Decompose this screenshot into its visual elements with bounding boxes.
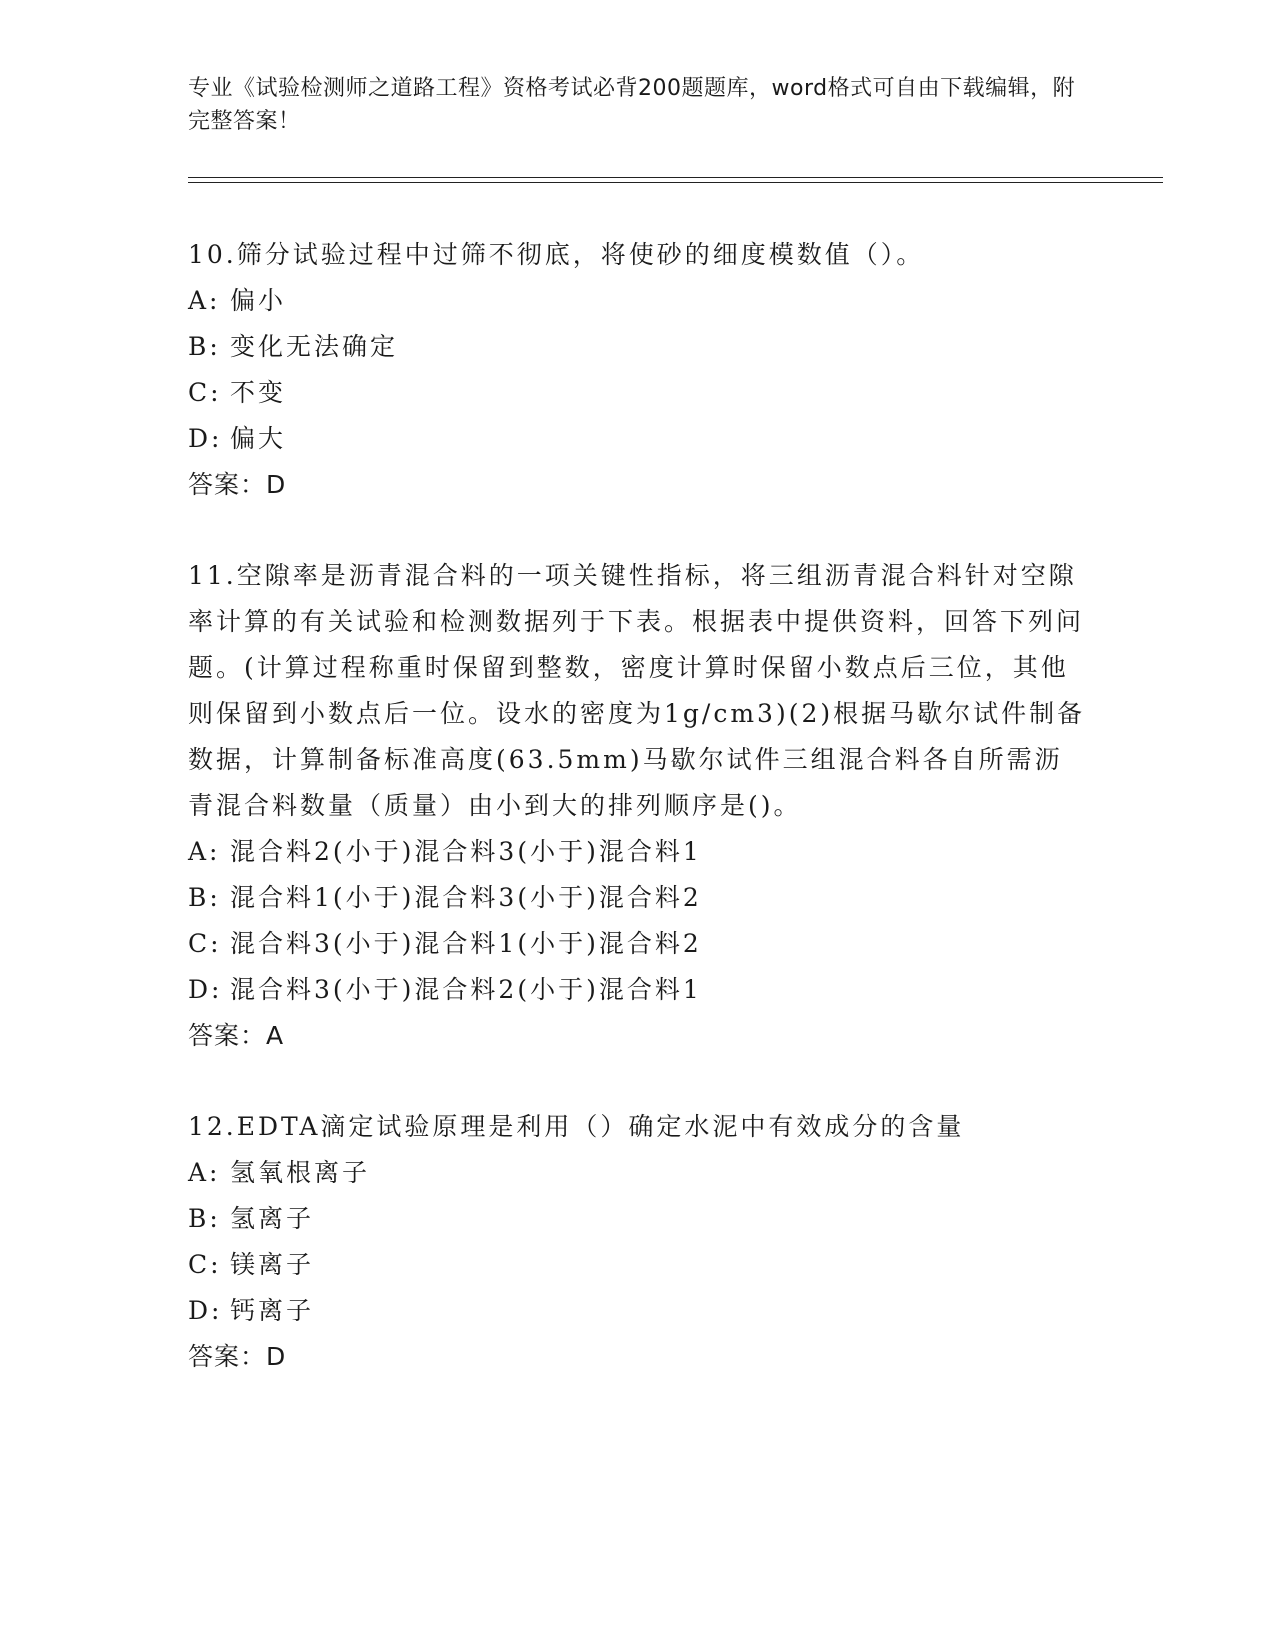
answer: 答案：D	[188, 470, 287, 499]
option-text: 氢离子	[230, 1204, 315, 1233]
option-c	[188, 921, 1088, 967]
option-key: A:	[188, 286, 221, 315]
option-text: 混合料1(小于)混合料3(小于)混合料2	[230, 883, 702, 912]
answer: 答案：D	[188, 1342, 287, 1371]
option-key: D:	[188, 424, 223, 453]
header-divider-bottom	[188, 182, 1163, 183]
option-text: 混合料3(小于)混合料2(小于)混合料1	[230, 975, 702, 1004]
option-key: A:	[188, 837, 221, 866]
question-stem: 12.EDTA滴定试验原理是利用（）确定水泥中有效成分的含量	[188, 1112, 965, 1141]
option-key: B:	[188, 1204, 221, 1233]
answer: 答案：A	[188, 1021, 285, 1050]
option-key: C:	[188, 929, 222, 958]
question-11	[188, 553, 1088, 1059]
document-header	[188, 72, 1088, 138]
option-text: 偏大	[230, 424, 287, 453]
option-key: B:	[188, 332, 221, 361]
question-12	[188, 1104, 1088, 1380]
option-d	[188, 416, 1088, 462]
option-key: C:	[188, 378, 222, 407]
option-key: C:	[188, 1250, 222, 1279]
option-text: 混合料3(小于)混合料1(小于)混合料2	[230, 929, 702, 958]
option-a	[188, 278, 1088, 324]
option-b	[188, 1196, 1088, 1242]
option-text: 钙离子	[230, 1296, 315, 1325]
question-list	[188, 232, 1088, 1425]
option-key: A:	[188, 1158, 221, 1187]
option-text: 偏小	[230, 286, 287, 315]
option-d	[188, 967, 1088, 1013]
option-key: D:	[188, 975, 223, 1004]
option-text: 不变	[230, 378, 287, 407]
question-stem: 10.筛分试验过程中过筛不彻底，将使砂的细度模数值（）。	[188, 240, 925, 269]
option-b	[188, 324, 1088, 370]
option-text: 混合料2(小于)混合料3(小于)混合料1	[230, 837, 702, 866]
option-a	[188, 829, 1088, 875]
question-10	[188, 232, 1088, 508]
option-a	[188, 1150, 1088, 1196]
document-title: 专业《试验检测师之道路工程》资格考试必背200题题库，word格式可自由下载编辑，附完整答案！	[188, 76, 1076, 134]
header-divider-top	[188, 177, 1163, 178]
option-c	[188, 1242, 1088, 1288]
option-b	[188, 875, 1088, 921]
option-text: 变化无法确定	[230, 332, 399, 361]
option-text: 镁离子	[230, 1250, 315, 1279]
option-key: D:	[188, 1296, 223, 1325]
option-d	[188, 1288, 1088, 1334]
option-key: B:	[188, 883, 221, 912]
option-text: 氢氧根离子	[230, 1158, 371, 1187]
question-stem: 11.空隙率是沥青混合料的一项关键性指标，将三组沥青混合料针对空隙率计算的有关试验和检测数据列于下表。根据表中提供资料，回答下列问题。(计算过程称重时保留到整数，密度计算时保留小数点后三位，其他则保留到小数点后一位。设水的密度为1g/cm3)(2)根据马歇尔试件制备数据，计算制备标准高度(63.5mm)马歇尔试件三组混合料各自所需沥青混合料数量（质量）由小到大的排列顺序是()。	[188, 561, 1086, 820]
option-c	[188, 370, 1088, 416]
